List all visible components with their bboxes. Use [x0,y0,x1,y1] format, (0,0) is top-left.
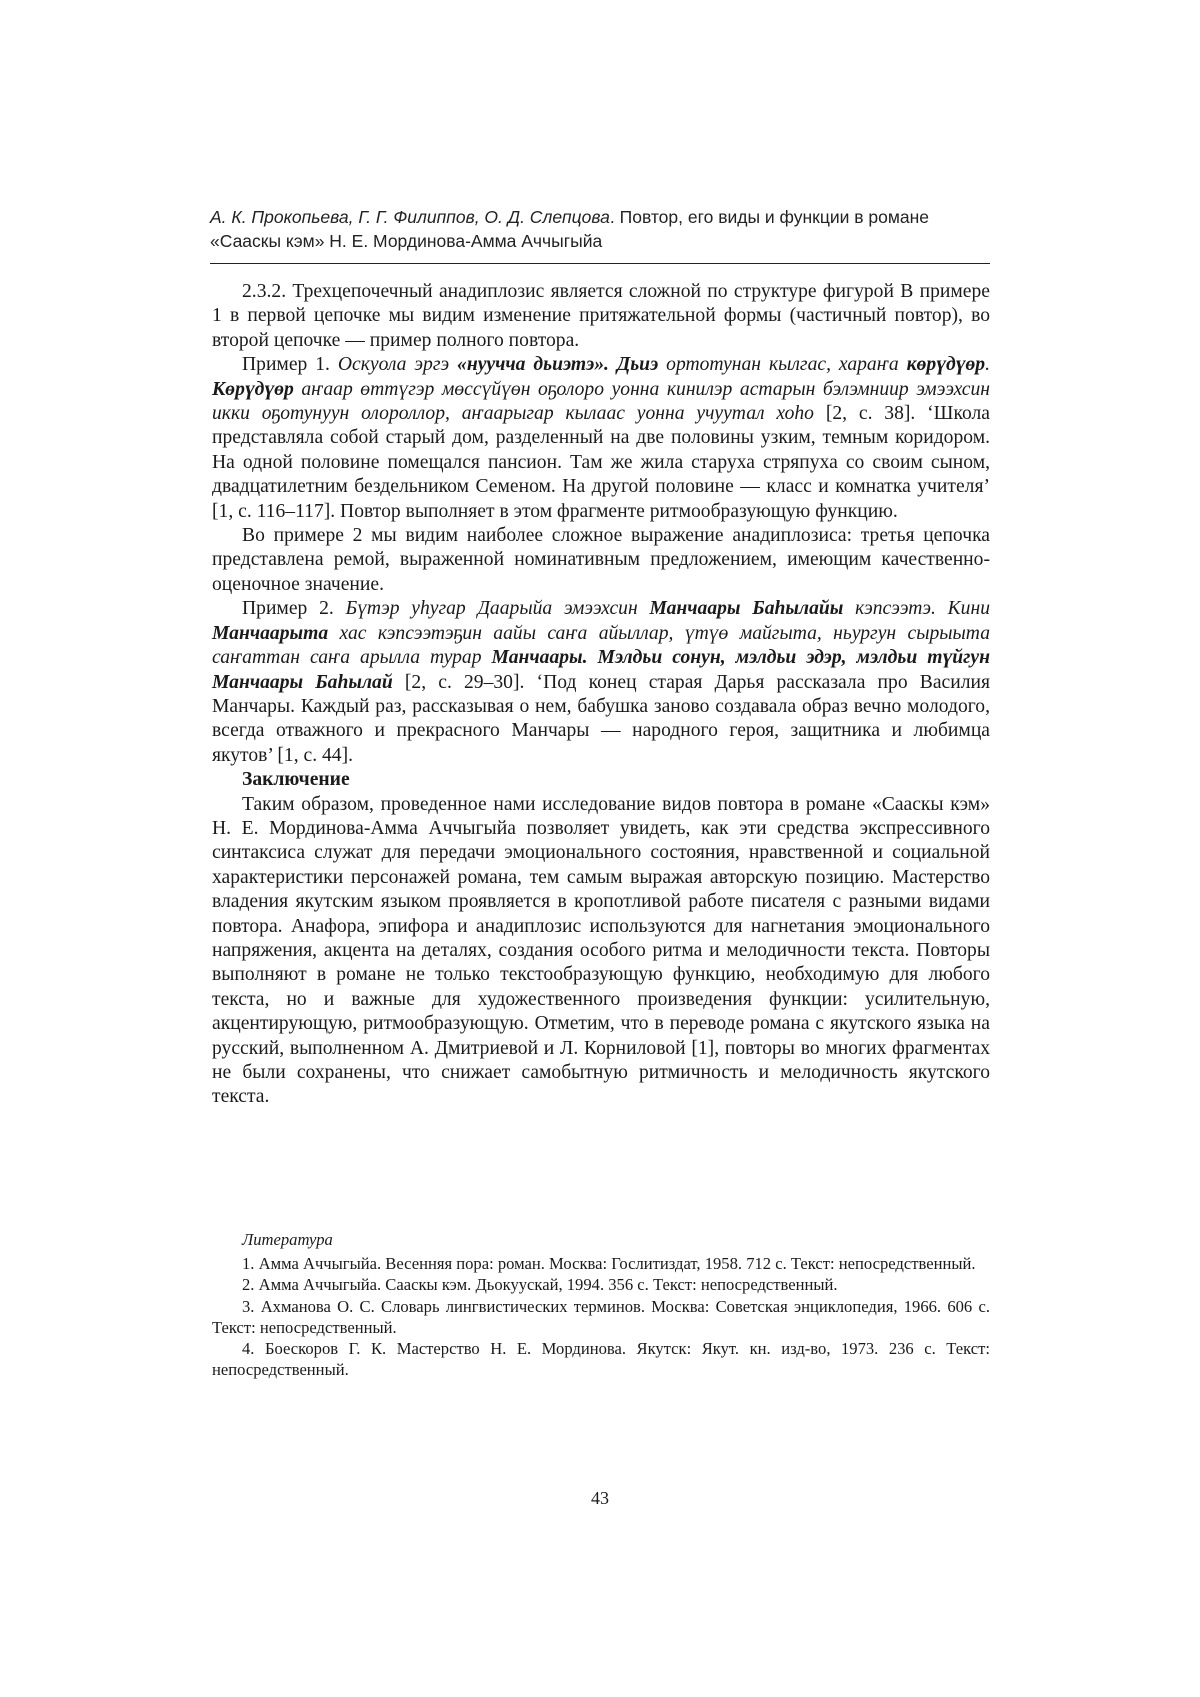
reference-item: 4. Боескоров Г. К. Мастерство Н. Е. Мординова. Якутск: Якут. кн. изд-во, 1973. 236 с. Текст: непосредственный. [212,1339,990,1380]
reference-item: 1. Амма Аччыгыйа. Весенняя пора: роман. Москва: Гослитиздат, 1958. 712 с. Текст: непосредственный. [242,1254,976,1274]
running-header [210,205,990,253]
header-authors: А. К. Прокопьева, Г. Г. Филиппов, О. Д. Слепцова [210,207,610,227]
page-number: 43 [591,1488,609,1508]
header-title-part1: . Повтор, его виды и функции в романе [609,207,930,227]
example-2-bold-a: Манчаары Баһылайы [649,598,844,620]
example-1-translation: [2, с. 38]. ‘Школа представляла собой старый дом, разделенный на две половины узким, темным коридором. На одной половине помещался пансион. Там же жила старуха стряпуха со своим сыном, двадцатилетним бездельником Семеном. На другой половине — класс и комнатка учителя’ [1, с. 116–117]. Повтор выполняет в этом фрагменте ритмообразующую функцию. [212,403,990,522]
paragraph-example-2-intro: Во примере 2 мы видим наиболее сложное выражение анадиплозиса: третья цепочка представлена ремой, выраженной номинативным предложением, имеющим качественно-оценочное значение. [212,525,990,595]
example-2-text-b: кэпсээтэ. Кини [843,598,991,620]
reference-item: 2. Амма Аччыгыйа. Сааскы кэм. Дьокуускай, 1994. 356 с. Текст: непосредственный. [242,1275,838,1295]
example-2-label: Пример 2. [242,598,346,620]
example-1-text-a: Оскуола эргэ [337,354,458,376]
header-title-part2: «Сааскы кэм» Н. Е. Мординова-Амма Аччыгыйа [210,231,603,251]
example-1-text-c: . [985,354,990,376]
article-body [212,280,990,1110]
references-title: Литература [242,1230,333,1249]
example-1-bold-c: Көрүдүөр [212,378,294,400]
running-header-line1 [210,205,990,229]
example-2-bold-b: Манчаарыта [212,622,329,644]
example-2-text-c: хас кэпсээтэҕин аайы саҥа айыллар, үтүө майгыта, ньургун сырыыта саҥаттан саҥа арылла турар [212,622,990,669]
example-1-text-b: ортотунан кылгас, хараҥа [658,354,907,376]
example-1-bold-a: «нуучча дьиэтэ». Дьиэ [457,354,659,376]
example-2-translation: [2, с. 29–30]. ‘Под конец старая Дарья рассказала про Василия Манчары. Каждый раз, рассказывая о нем, бабушка заново создавала образ вечно молодого, всегда отважного и прекрасного Манчары — народного героя, защитника и любимца якутов’ [1, с. 44]. [212,671,990,766]
conclusion-text: Таким образом, проведенное нами исследование видов повтора в романе «Сааскы кэм» Н. Е. Мординова-Амма Аччыгыйа позволяет увидеть, как эти средства экспрессивного синтаксиса служат для передачи эмоционального состояния, нравственной и социальной характеристики персонажей романа, тем самым выражая авторскую позицию. Мастерство владения якутским языком проявляется в кропотливой работе писателя с разными видами повтора. Анафора, эпифора и анадиплозис используются для нагнетания эмоционального напряжения, акцента на деталях, создания особого ритма и мелодичности текста. Повторы выполняют в романе не только текстообразующую функцию, необходимую для любого текста, но и важные для художественного произведения функции: усилительную, акцентирующую, ритмообразующую. Отметим, что в переводе романа с якутского языка на русский, выполненном А. Дмитриевой и Л. Корниловой [1], повторы во многих фрагментах не были сохранены, что снижает самобытную ритмичность и мелодичность якутского текста. [212,793,990,1108]
references [212,1229,990,1380]
example-1-label: Пример 1. [242,354,338,376]
example-2-text-a: Бүтэр уһугар Даарыйа эмээхсин [345,598,650,620]
example-2-bold-c: Манчаары. Мэлдьи сонун, мэлдьи эдэр, мэлдьи түйгун Манчаары Баһылай [212,647,990,693]
paragraph-anadiplosis-intro: 2.3.2. Трехцепочечный анадиплозис является сложной по структуре фигурой В примере 1 в первой цепочке мы видим изменение притяжательной формы (частичный повтор), во второй цепочке — пример полного повтора. [212,281,990,351]
conclusion-heading: Заключение [242,769,350,791]
example-1-bold-b: көрүдүөр [906,354,986,376]
header-rule [210,263,990,264]
example-1-text-d: аҥаар өттүгэр мөссүйүөн оҕолоро уонна кинилэр астарын бэлэмниир эмээхсин икки оҕотунуун олороллор, аҥаарыгар кылаас уонна учуутал хоһо [212,378,990,425]
example-1 [212,353,990,524]
example-2 [212,597,990,768]
reference-item: 3. Ахманова О. С. Словарь лингвистических терминов. Москва: Советская энциклопедия, 1966. 606 с. Текст: непосредственный. [212,1296,990,1337]
